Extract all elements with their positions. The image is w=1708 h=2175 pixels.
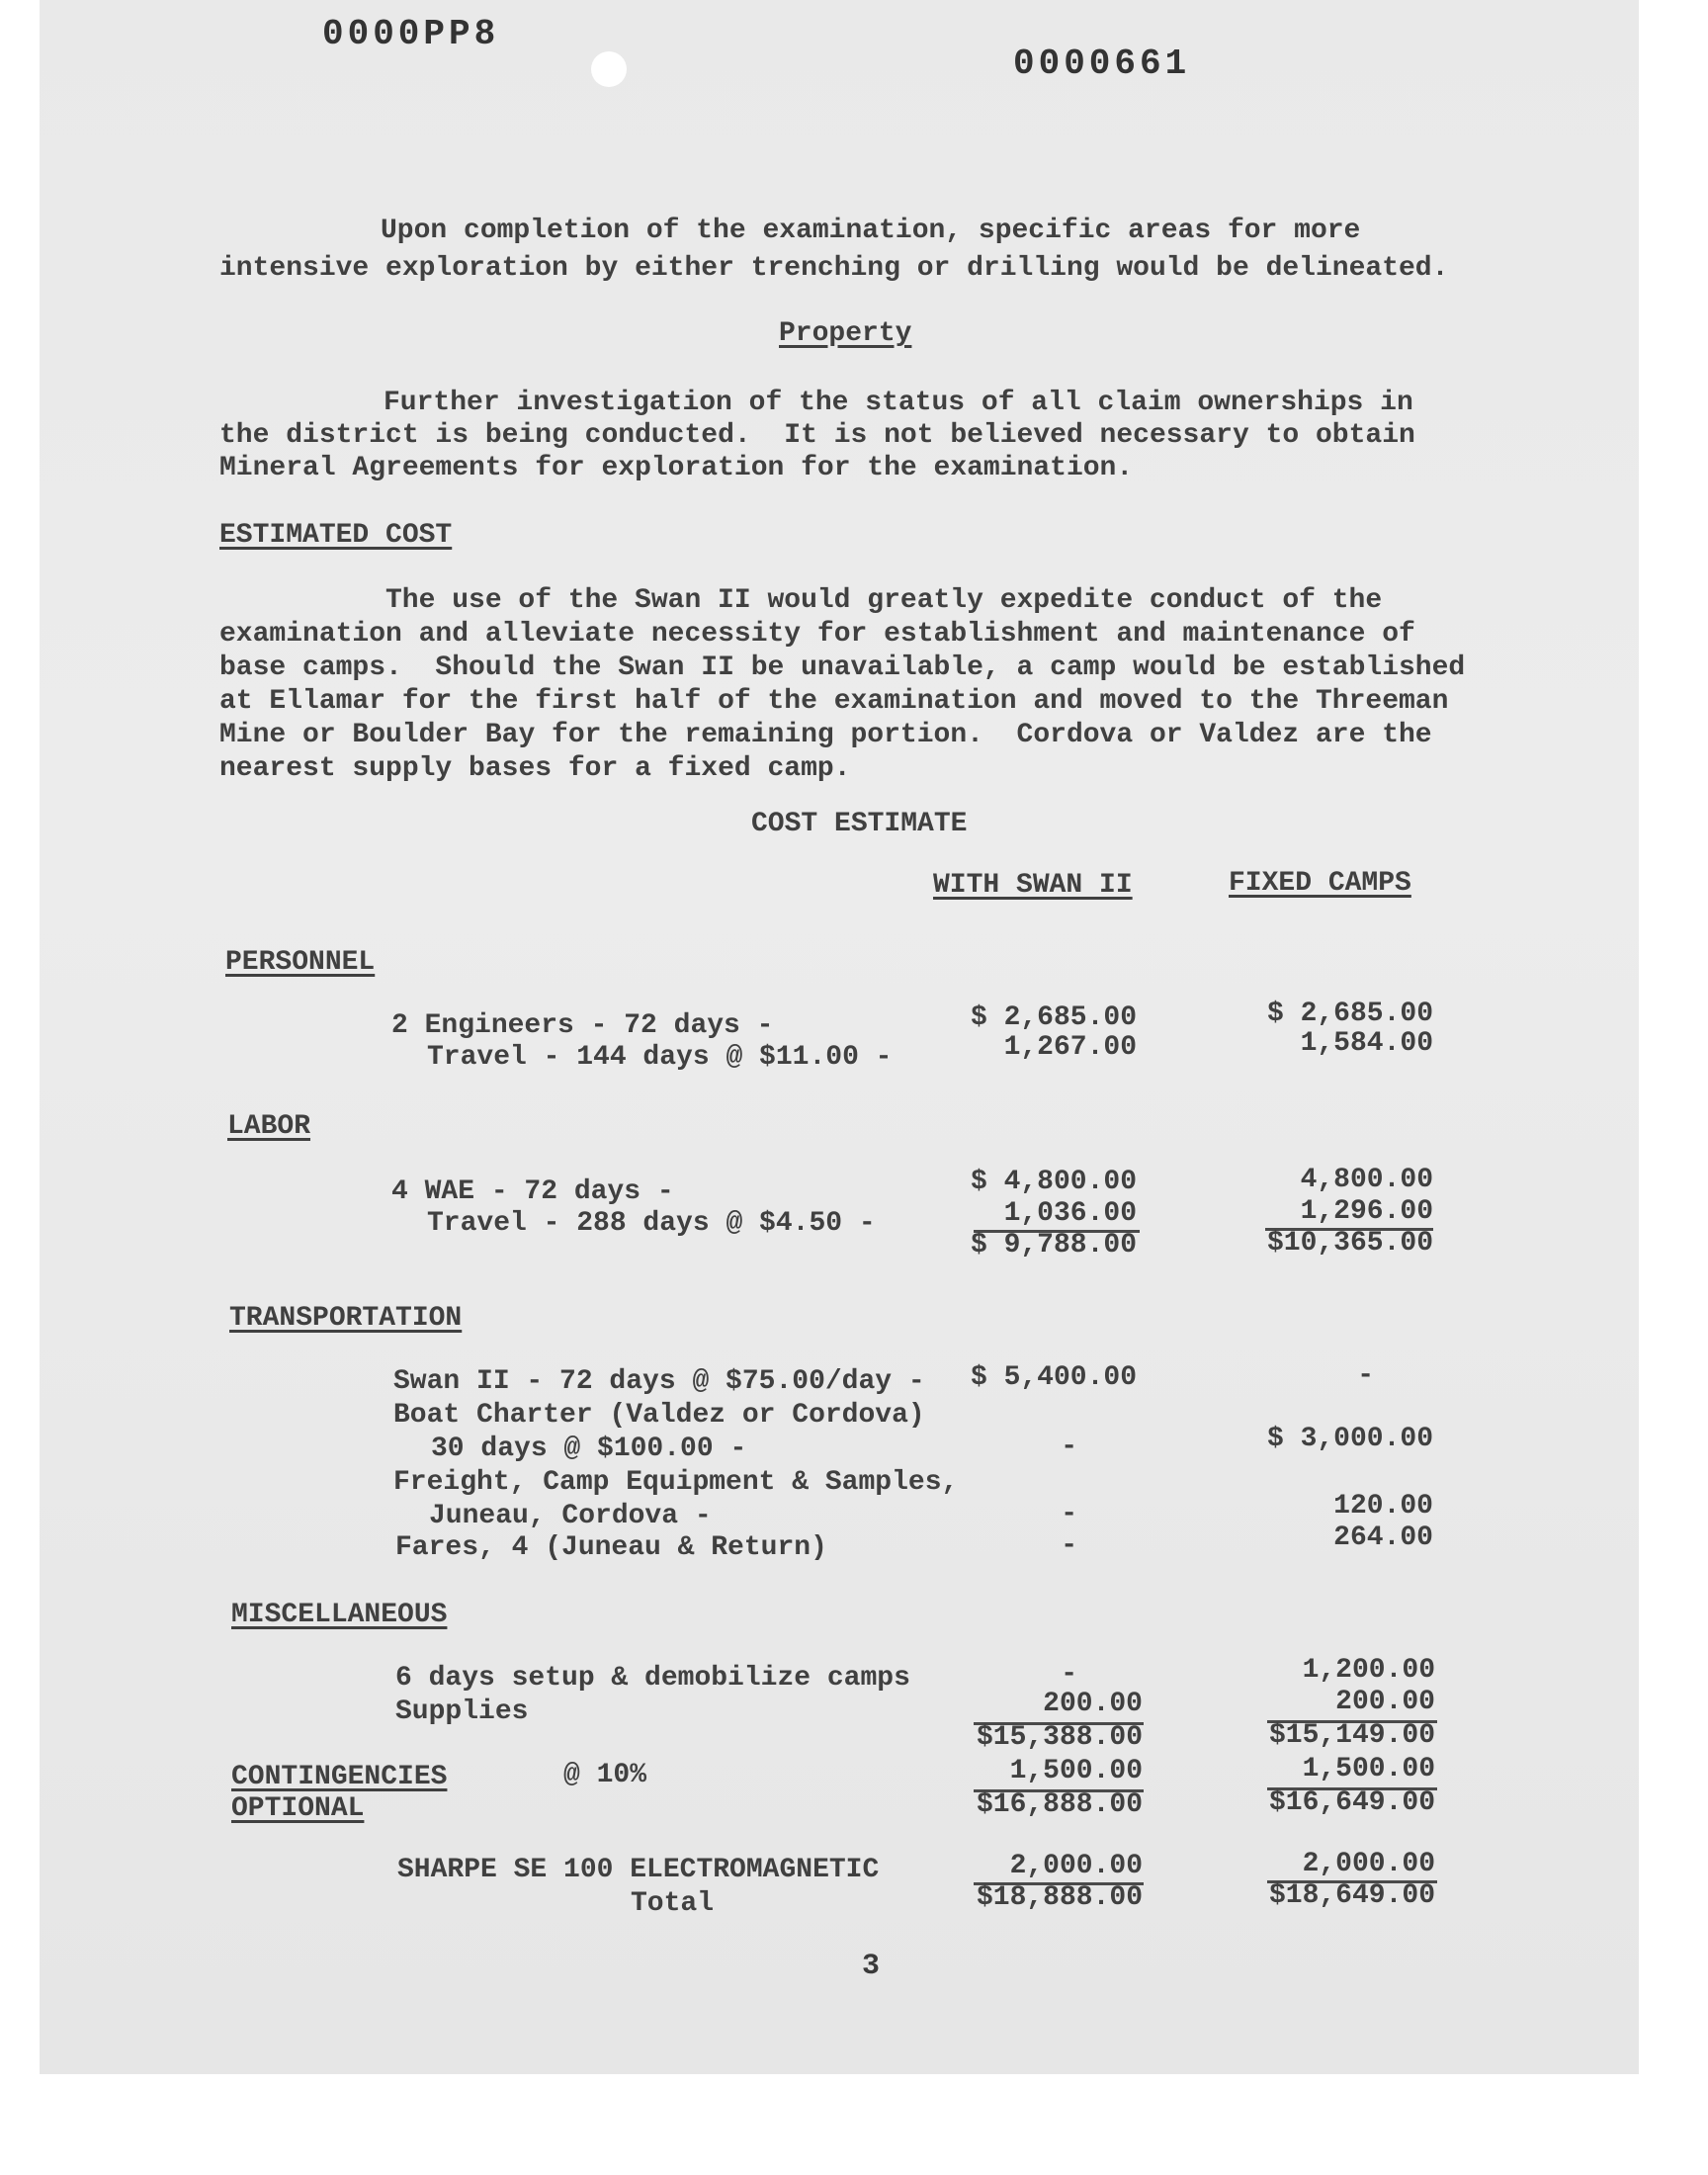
total-fixed: $18,649.00: [1268, 1880, 1435, 1911]
labor-subtotal-swan: $ 9,788.00: [970, 1230, 1137, 1261]
sharpe-swan: 2,000.00: [1009, 1851, 1143, 1881]
labor-travel-label: Travel - 288 days @ $4.50 -: [427, 1208, 876, 1239]
transport-swan-swan: $ 5,400.00: [970, 1362, 1137, 1393]
labor-subtotal-fixed: $10,365.00: [1266, 1228, 1433, 1259]
transport-swan-label: Swan II - 72 days @ $75.00/day -: [393, 1366, 925, 1397]
property-heading: Property: [779, 318, 912, 349]
sharpe-fixed: 2,000.00: [1302, 1849, 1435, 1879]
transport-boat-days-label: 30 days @ $100.00 -: [431, 1434, 747, 1464]
personnel-engineers-label: 2 Engineers - 72 days -: [391, 1010, 774, 1041]
transport-boat-fixed: $ 3,000.00: [1266, 1424, 1433, 1454]
estimated-cost-heading: ESTIMATED COST: [219, 520, 453, 551]
transport-freight-swan: -: [1061, 1499, 1077, 1529]
misc-setup-swan: -: [1061, 1659, 1077, 1690]
personnel-engineers-swan: $ 2,685.00: [970, 1002, 1137, 1033]
transport-fares-fixed: 264.00: [1333, 1522, 1433, 1553]
personnel-heading: PERSONNEL: [225, 947, 376, 978]
property-line-1: Further investigation of the status of all claim ownerships in: [384, 388, 1413, 418]
miscellaneous-heading: MISCELLANEOUS: [231, 1600, 448, 1630]
misc-setup-fixed: 1,200.00: [1302, 1655, 1435, 1686]
misc-supplies-label: Supplies: [395, 1696, 529, 1727]
personnel-travel-swan: 1,267.00: [1003, 1032, 1137, 1063]
property-line-2: the district is being conducted. It is not believed necessary to obtain: [219, 420, 1415, 451]
estimated-cost-line-3: base camps. Should the Swan II be unavailable, a camp would be established: [219, 652, 1466, 683]
transport-fares-label: Fares, 4 (Juneau & Return): [395, 1532, 827, 1563]
estimated-cost-line-2: examination and alleviate necessity for establishment and maintenance of: [219, 619, 1415, 650]
estimated-cost-line-4: at Ellamar for the first half of the examination and moved to the Threeman: [219, 686, 1449, 717]
contingencies-heading: CONTINGENCIES: [231, 1762, 448, 1792]
contingencies-rate: @ 10%: [563, 1760, 647, 1790]
personnel-travel-label: Travel - 144 days @ $11.00 -: [427, 1042, 893, 1073]
misc-supplies-swan: 200.00: [1043, 1689, 1143, 1719]
transport-swan-fixed: -: [1357, 1360, 1374, 1391]
misc-subtotal-swan: $15,388.00: [976, 1722, 1143, 1753]
transport-freight-fixed: 120.00: [1333, 1491, 1433, 1522]
labor-wae-label: 4 WAE - 72 days -: [391, 1176, 674, 1207]
sharpe-label: SHARPE SE 100 ELECTROMAGNETIC: [397, 1855, 880, 1885]
transport-boat-label: Boat Charter (Valdez or Cordova): [393, 1400, 925, 1431]
stamp-top-left: 0000PP8: [322, 14, 500, 54]
optional-subtotal-swan: $16,888.00: [976, 1789, 1143, 1820]
transportation-heading: TRANSPORTATION: [229, 1303, 463, 1334]
intro-line-1: Upon completion of the examination, specific areas for more: [381, 216, 1361, 246]
property-line-3: Mineral Agreements for exploration for the examination.: [219, 453, 1134, 483]
misc-setup-label: 6 days setup & demobilize camps: [395, 1663, 910, 1694]
contingencies-swan: 1,500.00: [1009, 1756, 1143, 1786]
transport-boat-swan: -: [1061, 1432, 1077, 1462]
punch-hole: [591, 51, 627, 87]
personnel-engineers-fixed: $ 2,685.00: [1266, 999, 1433, 1029]
estimated-cost-line-6: nearest supply bases for a fixed camp.: [219, 753, 851, 784]
total-label: Total: [631, 1888, 715, 1919]
personnel-travel-fixed: 1,584.00: [1300, 1028, 1433, 1059]
estimated-cost-line-5: Mine or Boulder Bay for the remaining portion. Cordova or Valdez are the: [219, 720, 1432, 750]
intro-line-2: intensive exploration by either trenching or drilling would be delineated.: [219, 253, 1449, 284]
transport-fares-swan: -: [1061, 1530, 1077, 1561]
cost-estimate-title: COST ESTIMATE: [751, 809, 968, 839]
misc-subtotal-fixed: $15,149.00: [1268, 1720, 1435, 1751]
column-header-with-swan: WITH SWAN II: [933, 870, 1133, 901]
misc-supplies-fixed: 200.00: [1335, 1687, 1435, 1717]
estimated-cost-line-1: The use of the Swan II would greatly expedite conduct of the: [385, 585, 1383, 616]
labor-travel-fixed: 1,296.00: [1300, 1196, 1433, 1227]
transport-freight-label: Freight, Camp Equipment & Samples,: [393, 1467, 959, 1498]
page-number: 3: [862, 1950, 881, 1983]
labor-wae-swan: $ 4,800.00: [970, 1167, 1137, 1197]
contingencies-fixed: 1,500.00: [1302, 1754, 1435, 1784]
transport-freight-dest-label: Juneau, Cordova -: [429, 1501, 712, 1531]
labor-travel-swan: 1,036.00: [1003, 1198, 1137, 1229]
labor-wae-fixed: 4,800.00: [1300, 1165, 1433, 1195]
labor-heading: LABOR: [227, 1111, 311, 1142]
optional-heading: OPTIONAL: [231, 1793, 365, 1824]
stamp-top-right: 0000661: [1013, 44, 1191, 84]
total-swan: $18,888.00: [976, 1882, 1143, 1913]
column-header-fixed-camps: FIXED CAMPS: [1229, 868, 1411, 899]
optional-subtotal-fixed: $16,649.00: [1268, 1787, 1435, 1818]
